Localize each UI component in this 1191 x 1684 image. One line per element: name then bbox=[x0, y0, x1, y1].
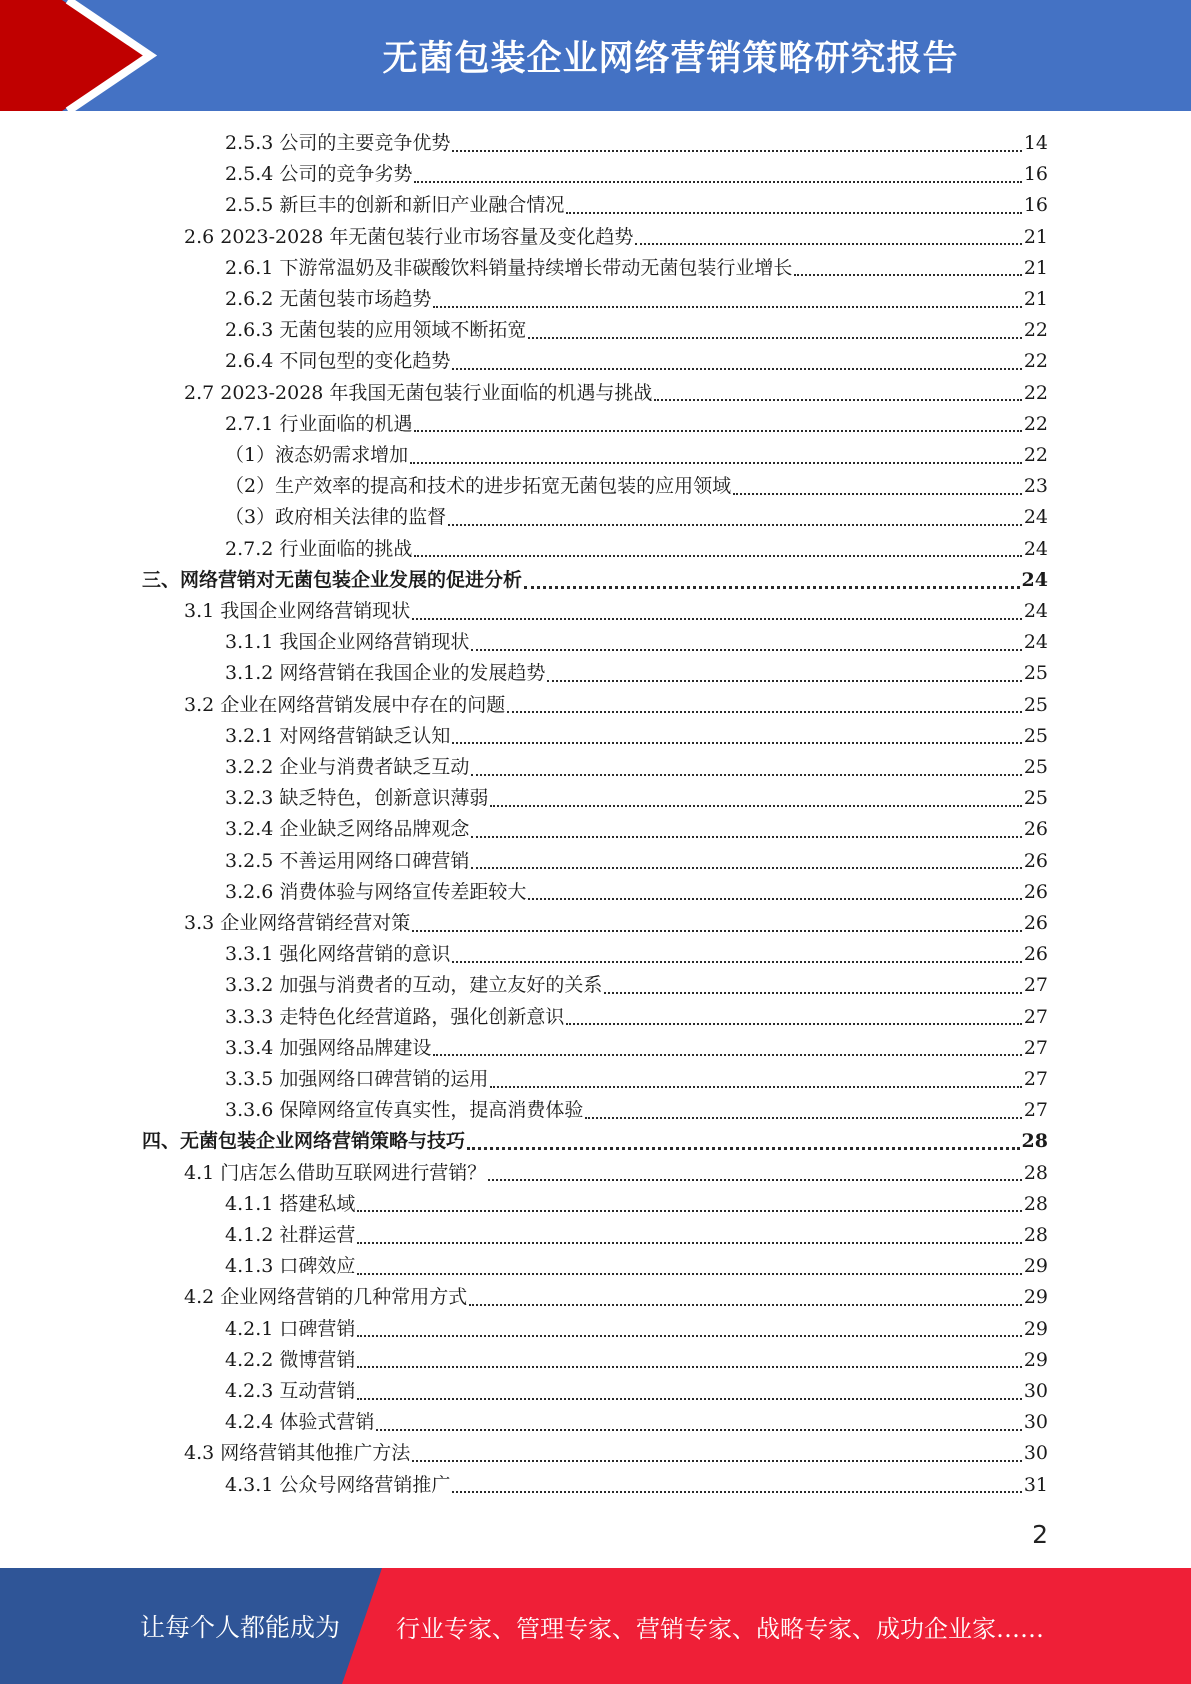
toc-entry[interactable] bbox=[225, 1033, 1048, 1064]
toc-entry[interactable] bbox=[225, 752, 1048, 783]
toc-entry-page: 30 bbox=[1023, 1411, 1048, 1434]
toc-entry-number: 2.7 bbox=[184, 381, 221, 404]
toc-entry-title: 加强网络品牌建设 bbox=[279, 1036, 432, 1059]
toc-entry-title: 强化网络营销的意识 bbox=[279, 943, 451, 966]
toc-entry[interactable] bbox=[225, 440, 1048, 471]
toc-entry-page: 29 bbox=[1023, 1317, 1048, 1340]
toc-entry-title: 行业面临的挑战 bbox=[279, 537, 413, 560]
toc-dot-leader bbox=[448, 524, 1022, 526]
toc-entry-title: 公众号网络营销推广 bbox=[279, 1473, 451, 1496]
toc-entry-number: 3.2 bbox=[184, 693, 221, 716]
toc-entry-page: 30 bbox=[1023, 1442, 1048, 1465]
toc-entry-title: （1）液态奶需求增加 bbox=[225, 444, 409, 466]
toc-entry-page: 28 bbox=[1023, 1161, 1048, 1184]
toc-entry[interactable] bbox=[184, 596, 1048, 627]
toc-entry-title: 2023-2028 年无菌包装行业市场容量及变化趋势 bbox=[220, 225, 634, 248]
toc-entry[interactable] bbox=[184, 1158, 1048, 1189]
toc-entry-title: 体验式营销 bbox=[279, 1411, 375, 1434]
toc-entry[interactable] bbox=[225, 1095, 1048, 1126]
toc-entry-number: 2.5.3 bbox=[225, 132, 280, 154]
toc-dot-leader bbox=[452, 742, 1021, 744]
toc-entry-title: 网络营销其他推广方法 bbox=[220, 1442, 411, 1465]
toc-entry-title: （2）生产效率的提高和技术的进步拓宽无菌包装的应用领域 bbox=[225, 475, 732, 498]
toc-entry-page: 26 bbox=[1023, 849, 1048, 872]
toc-entry[interactable] bbox=[225, 1220, 1048, 1251]
toc-dot-leader bbox=[376, 1429, 1021, 1431]
toc-dot-leader bbox=[414, 430, 1021, 432]
toc-entry-number: 2.6.2 bbox=[225, 288, 280, 310]
toc-entry-page: 16 bbox=[1023, 194, 1048, 217]
toc-entry-title: 门店怎么借助互联网进行营销？ bbox=[220, 1161, 487, 1184]
toc-dot-leader bbox=[471, 867, 1021, 869]
toc-dot-leader bbox=[566, 1023, 1021, 1025]
toc-entry[interactable] bbox=[184, 222, 1048, 253]
toc-entry-title: 搭建私域 bbox=[279, 1192, 356, 1215]
toc-entry-title: 不善运用网络口碑营销 bbox=[279, 849, 470, 872]
toc-entry[interactable] bbox=[225, 1002, 1048, 1033]
toc-dot-leader bbox=[452, 368, 1021, 370]
page-footer bbox=[0, 1568, 1191, 1684]
toc-entry-title: 企业在网络营销发展中存在的问题 bbox=[220, 693, 506, 716]
toc-entry-page: 27 bbox=[1023, 1005, 1048, 1028]
toc-entry[interactable] bbox=[225, 190, 1048, 221]
toc-entry-page: 29 bbox=[1023, 1255, 1048, 1278]
toc-entry-number: 4.1.2 bbox=[225, 1224, 280, 1246]
toc-entry-page: 29 bbox=[1023, 1286, 1048, 1309]
toc-entry-page: 25 bbox=[1023, 724, 1048, 747]
report-title: 无菌包装企业网络营销策略研究报告 bbox=[382, 38, 959, 79]
toc-entry-number: 3.3.1 bbox=[225, 943, 280, 966]
toc-entry-page: 26 bbox=[1023, 818, 1048, 841]
toc-entry-page: 31 bbox=[1023, 1473, 1048, 1496]
toc-entry-number: 4.1 bbox=[184, 1161, 221, 1184]
toc-entry-title: （3）政府相关法律的监督 bbox=[225, 506, 447, 529]
toc-entry[interactable] bbox=[225, 1189, 1048, 1220]
toc-entry[interactable] bbox=[225, 346, 1048, 377]
toc-dot-leader bbox=[733, 493, 1022, 495]
toc-entry-number: 4.3.1 bbox=[225, 1473, 280, 1496]
toc-entry-page: 22 bbox=[1023, 412, 1048, 435]
toc-entry-number: 2.6.1 bbox=[225, 256, 280, 279]
toc-entry-page: 26 bbox=[1023, 943, 1048, 966]
toc-entry[interactable] bbox=[225, 783, 1048, 814]
toc-entry-page: 27 bbox=[1023, 1099, 1048, 1122]
toc-entry-number: 3.3.3 bbox=[225, 1005, 280, 1028]
toc-entry-number: 3.3.2 bbox=[225, 974, 280, 997]
toc-entry[interactable] bbox=[225, 534, 1048, 565]
toc-dot-leader bbox=[490, 1086, 1021, 1088]
toc-entry[interactable] bbox=[225, 128, 1048, 159]
toc-dot-leader bbox=[471, 774, 1021, 776]
toc-entry-page: 25 bbox=[1023, 756, 1048, 778]
toc-entry-title: 三、网络营销对无菌包装企业发展的促进分析 bbox=[142, 568, 523, 591]
toc-entry-page: 21 bbox=[1023, 256, 1048, 279]
toc-entry-number: 3.3.5 bbox=[225, 1068, 280, 1090]
toc-dot-leader bbox=[414, 181, 1021, 183]
toc-dot-leader bbox=[433, 1054, 1021, 1056]
toc-entry-page: 28 bbox=[1023, 1224, 1048, 1246]
toc-dot-leader bbox=[528, 898, 1021, 900]
toc-entry-number: 3.3.6 bbox=[225, 1099, 280, 1122]
toc-entry-number: 3.2.6 bbox=[225, 880, 280, 903]
toc-entry-page: 30 bbox=[1023, 1380, 1048, 1402]
toc-entry-number: 3.1 bbox=[184, 600, 221, 622]
toc-entry-title: 对网络营销缺乏认知 bbox=[279, 724, 451, 747]
toc-entry-page: 24 bbox=[1023, 631, 1048, 654]
toc-entry-title: 网络营销在我国企业的发展趋势 bbox=[279, 662, 546, 685]
toc-entry-title: 我国企业网络营销现状 bbox=[279, 631, 470, 654]
toc-dot-leader bbox=[547, 680, 1021, 682]
toc-dot-leader bbox=[528, 337, 1021, 339]
toc-entry-page: 24 bbox=[1023, 600, 1048, 622]
toc-entry-page: 21 bbox=[1023, 225, 1048, 248]
toc-entry[interactable] bbox=[225, 846, 1048, 877]
toc-entry[interactable] bbox=[225, 409, 1048, 440]
toc-dot-leader bbox=[524, 586, 1020, 589]
toc-entry-page: 29 bbox=[1023, 1348, 1048, 1371]
toc-entry-title: 无菌包装的应用领域不断拓宽 bbox=[279, 319, 527, 342]
toc-dot-leader bbox=[566, 212, 1021, 214]
toc-dot-leader bbox=[490, 805, 1021, 807]
toc-entry-number: 4.2 bbox=[184, 1286, 221, 1309]
toc-entry-title: 走特色化经营道路，强化创新意识 bbox=[279, 1005, 565, 1028]
toc-entry-title: 保障网络宣传真实性，提高消费体验 bbox=[279, 1099, 584, 1122]
toc-entry-page: 28 bbox=[1021, 1130, 1048, 1153]
toc-entry-number: 3.2.5 bbox=[225, 849, 280, 872]
toc-entry-number: 2.7.1 bbox=[225, 412, 280, 435]
toc-entry-number: 2.5.5 bbox=[225, 194, 280, 217]
toc-dot-leader bbox=[604, 992, 1021, 994]
toc-entry-number: 2.5.4 bbox=[225, 163, 280, 186]
toc-entry-number: 3.1.2 bbox=[225, 662, 280, 685]
toc-entry[interactable] bbox=[225, 1251, 1048, 1282]
toc-dot-leader bbox=[410, 462, 1022, 464]
toc-entry-page: 23 bbox=[1023, 475, 1048, 498]
toc-entry-title: 互动营销 bbox=[279, 1380, 356, 1402]
toc-entry-page: 24 bbox=[1021, 568, 1048, 591]
toc-entry[interactable] bbox=[225, 627, 1048, 658]
toc-dot-leader bbox=[452, 1491, 1021, 1493]
toc-entry-number: 3.1.1 bbox=[225, 631, 280, 654]
toc-dot-leader bbox=[469, 1304, 1022, 1306]
toc-entry[interactable] bbox=[225, 1314, 1048, 1345]
toc-entry-page: 25 bbox=[1023, 693, 1048, 716]
toc-entry-page: 16 bbox=[1023, 163, 1048, 186]
toc-dot-leader bbox=[471, 836, 1021, 838]
toc-entry[interactable] bbox=[225, 253, 1048, 284]
toc-entry-number: 3.2.4 bbox=[225, 818, 280, 841]
toc-dot-leader bbox=[654, 399, 1021, 401]
toc-entry-title: 不同包型的变化趋势 bbox=[279, 350, 451, 373]
toc-entry-title: 企业网络营销的几种常用方式 bbox=[220, 1286, 468, 1309]
toc-entry-page: 27 bbox=[1023, 1036, 1048, 1059]
toc-entry-number: 4.2.4 bbox=[225, 1411, 280, 1434]
toc-dot-leader bbox=[412, 930, 1022, 932]
toc-entry-number: 4.2.2 bbox=[225, 1348, 280, 1371]
toc-entry-page: 22 bbox=[1023, 319, 1048, 342]
toc-entry[interactable] bbox=[142, 565, 1048, 596]
toc-entry-number: 4.1.1 bbox=[225, 1192, 280, 1215]
toc-entry[interactable] bbox=[225, 721, 1048, 752]
toc-entry-page: 21 bbox=[1023, 288, 1048, 310]
toc-entry[interactable] bbox=[184, 378, 1048, 409]
toc-dot-leader bbox=[585, 1117, 1021, 1119]
toc-entry-number: 4.2.1 bbox=[225, 1317, 280, 1340]
toc-entry-page: 24 bbox=[1023, 506, 1048, 529]
toc-entry[interactable] bbox=[225, 502, 1048, 533]
toc-dot-leader bbox=[357, 1210, 1021, 1212]
toc-entry-title: 公司的竞争劣势 bbox=[279, 163, 413, 186]
footer-roles: 行业专家、管理专家、营销专家、战略专家、成功企业家…… bbox=[396, 1614, 1044, 1643]
toc-entry[interactable] bbox=[225, 159, 1048, 190]
toc-entry-title: 四、无菌包装企业网络营销策略与技巧 bbox=[142, 1130, 466, 1153]
toc-entry[interactable] bbox=[225, 814, 1048, 845]
toc-entry-page: 27 bbox=[1023, 1068, 1048, 1090]
toc-entry[interactable] bbox=[225, 1470, 1048, 1501]
toc-entry-number: 4.1.3 bbox=[225, 1255, 280, 1278]
toc-entry[interactable] bbox=[184, 908, 1048, 939]
toc-dot-leader bbox=[357, 1273, 1021, 1275]
toc-entry-number: 2.7.2 bbox=[225, 537, 280, 560]
toc-entry-title: 下游常温奶及非碳酸饮料销量持续增长带动无菌包装行业增长 bbox=[279, 256, 793, 279]
toc-dot-leader bbox=[414, 555, 1021, 557]
toc-entry-title: 口碑效应 bbox=[279, 1255, 356, 1278]
toc-entry-page: 22 bbox=[1023, 350, 1048, 373]
toc-entry-number: 3.2.2 bbox=[225, 756, 280, 778]
toc-dot-leader bbox=[412, 618, 1022, 620]
toc-dot-leader bbox=[412, 1460, 1022, 1462]
toc-entry-number: 2.6 bbox=[184, 225, 221, 248]
toc-dot-leader bbox=[357, 1335, 1021, 1337]
toc-entry-title: 加强网络口碑营销的运用 bbox=[279, 1068, 489, 1090]
toc-entry-page: 22 bbox=[1023, 381, 1048, 404]
toc-entry-title: 2023-2028 年我国无菌包装行业面临的机遇与挑战 bbox=[220, 381, 653, 404]
toc-entry-page: 25 bbox=[1023, 787, 1048, 810]
toc-dot-leader bbox=[357, 1242, 1021, 1244]
toc-entry-page: 14 bbox=[1023, 132, 1048, 154]
toc-entry[interactable] bbox=[225, 1345, 1048, 1376]
toc-entry-number: 3.2.3 bbox=[225, 787, 280, 810]
toc-entry-number: 2.6.3 bbox=[225, 319, 280, 342]
toc-entry[interactable] bbox=[225, 939, 1048, 970]
toc-entry-page: 26 bbox=[1023, 880, 1048, 903]
toc-dot-leader bbox=[357, 1366, 1021, 1368]
toc-entry-title: 企业与消费者缺乏互动 bbox=[279, 756, 470, 778]
footer-slogan: 让每个人都能成为 bbox=[140, 1613, 341, 1642]
toc-entry-title: 社群运营 bbox=[279, 1224, 356, 1246]
toc-dot-leader bbox=[507, 711, 1022, 713]
page-header bbox=[0, 0, 1191, 111]
toc-entry-title: 缺乏特色，创新意识薄弱 bbox=[279, 787, 489, 810]
toc-entry[interactable] bbox=[225, 471, 1048, 502]
toc-entry-number: 4.3 bbox=[184, 1442, 221, 1465]
toc-dot-leader bbox=[635, 243, 1021, 245]
toc-entry[interactable] bbox=[184, 1282, 1048, 1313]
toc-entry-title: 无菌包装市场趋势 bbox=[279, 288, 432, 310]
toc-entry-page: 24 bbox=[1023, 537, 1048, 560]
page-number: 2 bbox=[1032, 1520, 1048, 1549]
toc-entry-title: 我国企业网络营销现状 bbox=[220, 600, 411, 622]
toc-entry-title: 新巨丰的创新和新旧产业融合情况 bbox=[279, 194, 565, 217]
toc-dot-leader bbox=[357, 1398, 1021, 1400]
toc-entry-page: 25 bbox=[1023, 662, 1048, 685]
toc-dot-leader bbox=[467, 1147, 1020, 1150]
toc-entry-page: 22 bbox=[1023, 444, 1048, 466]
toc-dot-leader bbox=[452, 150, 1021, 152]
toc-dot-leader bbox=[471, 649, 1021, 651]
toc-entry[interactable] bbox=[184, 1438, 1048, 1469]
toc-entry[interactable] bbox=[184, 690, 1048, 721]
toc-entry-title: 公司的主要竞争优势 bbox=[279, 132, 451, 154]
toc-entry[interactable] bbox=[225, 1407, 1048, 1438]
toc-entry-page: 27 bbox=[1023, 974, 1048, 997]
toc-entry-number: 3.3 bbox=[184, 912, 221, 934]
toc-entry[interactable] bbox=[142, 1126, 1048, 1157]
toc-entry[interactable] bbox=[225, 970, 1048, 1001]
toc-entry-title: 消费体验与网络宣传差距较大 bbox=[279, 880, 527, 903]
toc-entry-number: 4.2.3 bbox=[225, 1380, 280, 1402]
toc-entry-page: 26 bbox=[1023, 912, 1048, 934]
toc-entry[interactable] bbox=[225, 877, 1048, 908]
toc-entry-title: 微博营销 bbox=[279, 1348, 356, 1371]
toc-entry-title: 口碑营销 bbox=[279, 1317, 356, 1340]
toc-entry-title: 行业面临的机遇 bbox=[279, 412, 413, 435]
toc-dot-leader bbox=[794, 274, 1021, 276]
chevron-arrow-icon bbox=[0, 0, 160, 111]
toc-entry-number: 3.3.4 bbox=[225, 1036, 280, 1059]
toc-entry[interactable] bbox=[225, 315, 1048, 346]
toc-entry-number: 2.6.4 bbox=[225, 350, 280, 373]
toc-entry[interactable] bbox=[225, 658, 1048, 689]
toc-entry-page: 28 bbox=[1023, 1192, 1048, 1215]
toc-entry-title: 加强与消费者的互动，建立友好的关系 bbox=[279, 974, 603, 997]
toc-entry[interactable] bbox=[225, 1376, 1048, 1407]
toc-dot-leader bbox=[452, 961, 1021, 963]
toc-entry[interactable] bbox=[225, 284, 1048, 315]
toc-dot-leader bbox=[488, 1179, 1022, 1181]
toc-entry-number: 3.2.1 bbox=[225, 724, 280, 747]
toc-entry[interactable] bbox=[225, 1064, 1048, 1095]
toc-dot-leader bbox=[433, 306, 1021, 308]
toc-entry-title: 企业缺乏网络品牌观念 bbox=[279, 818, 470, 841]
toc-entry-title: 企业网络营销经营对策 bbox=[220, 912, 411, 934]
